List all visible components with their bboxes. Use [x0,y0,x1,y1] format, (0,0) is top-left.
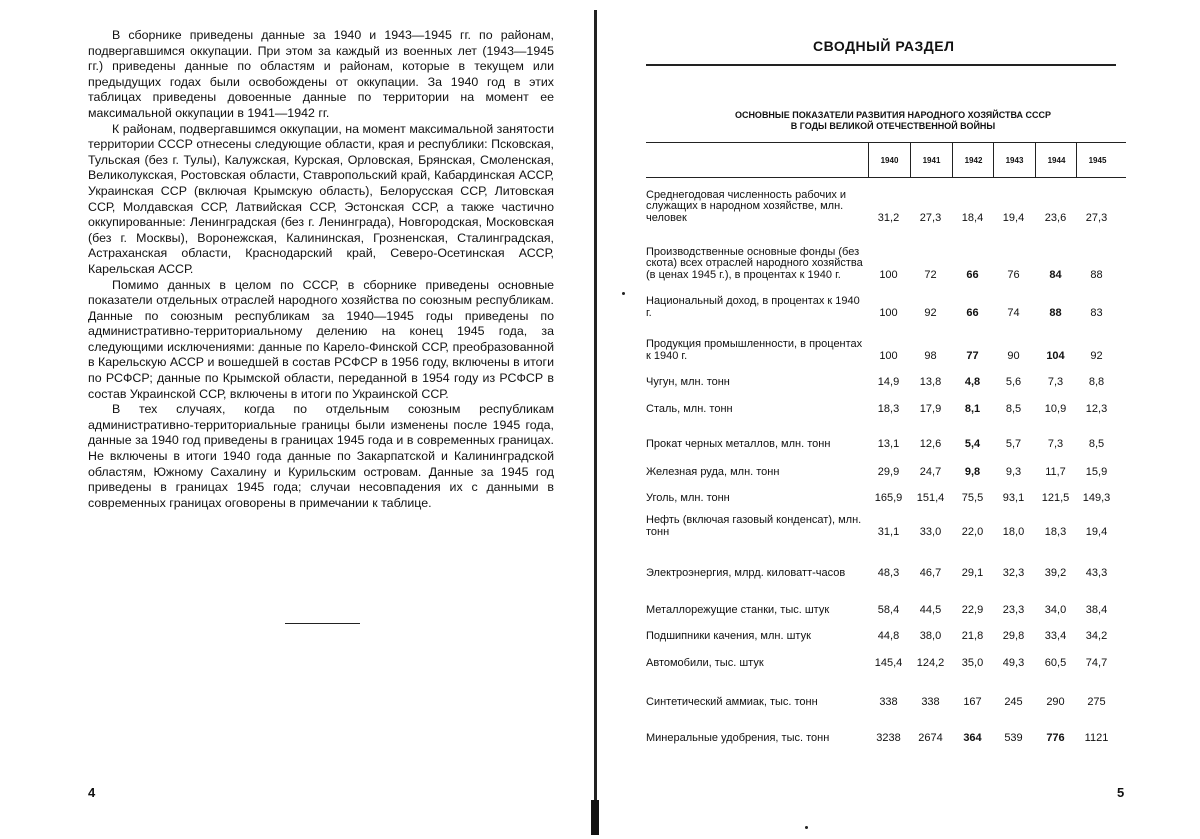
table-row [646,188,1126,224]
table-cell: 22,0 [961,525,984,538]
table-cell: 33,4 [1044,629,1067,642]
table-cell: 31,1 [877,525,900,538]
table-row [646,340,1126,362]
table-cell: 88 [1049,306,1062,319]
print-speck [622,292,625,295]
table-cell: 104 [1046,349,1065,362]
table-cell: 11,7 [1045,465,1066,478]
table-cell: 98 [924,349,937,362]
table-cell: 121,5 [1041,491,1070,504]
table-cell: 74 [1007,306,1020,319]
left-page [0,0,595,839]
right-page [598,0,1200,839]
table-cell: 165,9 [874,491,903,504]
table-cell: 338 [921,695,940,708]
table-cell: 58,4 [877,603,900,616]
table-header [646,142,1126,178]
table-cell: 43,3 [1085,566,1108,579]
table-cell: 5,7 [1005,437,1022,450]
table-row [646,403,1126,415]
year-header: 1940 [868,143,910,177]
table-cell: 338 [879,695,898,708]
table-cell: 76 [1007,268,1020,281]
row-label: Подшипники качения, млн. штук [646,629,811,642]
print-speck [805,826,808,829]
table-cell: 27,3 [1085,211,1108,224]
table-title-line: В ГОДЫ ВЕЛИКОЙ ОТЕЧЕСТВЕННОЙ ВОЙНЫ [790,121,996,131]
table-cell: 8,1 [964,402,981,415]
table-cell: 8,5 [1088,437,1105,450]
table-row [646,557,1126,579]
table-cell: 74,7 [1085,656,1108,669]
table-cell: 9,3 [1005,465,1022,478]
table-cell: 38,4 [1085,603,1108,616]
table-row [646,722,1126,744]
table-cell: 5,4 [964,437,981,450]
table-cell: 92 [1090,349,1103,362]
table-cell: 9,8 [964,465,981,478]
row-label: Автомобили, тыс. штук [646,656,764,669]
table-cell: 29,8 [1002,629,1025,642]
table-cell: 75,5 [961,491,984,504]
book-spine [594,10,597,830]
table-row [646,630,1126,642]
table-cell: 5,6 [1005,375,1022,388]
table-cell: 18,4 [961,211,984,224]
row-label: Производственные основные фонды (без скота) всех отраслей народного хозяйства (в ценах 1945 г.), в процентах к 1940 г. [646,245,863,281]
title-rule [646,64,1116,66]
table-cell: 18,0 [1002,525,1025,538]
table-cell: 7,3 [1047,437,1064,450]
year-header: 1941 [910,143,952,177]
table-cell: 38,0 [919,629,942,642]
table-cell: 17,9 [919,402,942,415]
table-cell: 539 [1004,731,1023,744]
table-cell: 19,4 [1085,525,1108,538]
page-number-left: 4 [88,785,96,800]
page-number-right: 5 [1117,785,1125,800]
table-cell: 93,1 [1002,491,1025,504]
table-row [646,492,1126,504]
table-title-line: ОСНОВНЫЕ ПОКАЗАТЕЛИ РАЗВИТИЯ НАРОДНОГО ХОЗЯЙСТВА СССР [734,110,1052,120]
row-label: Прокат черных металлов, млн. тонн [646,437,831,450]
row-label: Нефть (включая газовый конденсат), млн. тонн [646,514,862,538]
table-cell: 4,8 [964,375,981,388]
row-label: Железная руда, млн. тонн [646,465,780,478]
table-cell: 48,3 [877,566,900,579]
year-header: 1944 [1035,143,1077,177]
table-cell: 1121 [1084,731,1109,744]
table-cell: 21,8 [961,629,984,642]
table-cell: 44,8 [877,629,900,642]
table-cell: 77 [966,349,979,362]
table-cell: 72 [924,268,937,281]
table-cell: 12,3 [1085,402,1108,415]
table-cell: 7,3 [1047,375,1064,388]
row-label: Продукция промышленности, в процентах к 1940 г. [646,338,863,362]
table-cell: 100 [879,268,898,281]
table-row [646,297,1126,319]
table-cell: 24,7 [919,465,942,478]
table-cell: 35,0 [961,656,984,669]
table-cell: 8,8 [1088,375,1105,388]
table-cell: 49,3 [1002,656,1025,669]
table-cell: 149,3 [1082,491,1111,504]
table-cell: 275 [1087,695,1106,708]
paragraph: В сборнике приведены данные за 1940 и 1943—1945 гг. по районам, подвергавшимся оккупации. При этом за каждый из военных лет (1943—1945 гг.) приведены данные по областям и районам, которые в текущем или предыдущих годах были освобождены от оккупации. За 1940 год в этих таблицах приведены довоенные данные по территории на момент ее максимальной оккупации в 1941—1942 гг. [88,28,554,120]
year-header: 1942 [952,143,994,177]
section-title: СВОДНЫЙ РАЗДЕЛ [813,38,955,54]
table-cell: 14,9 [877,375,900,388]
row-label: Среднегодовая численность рабочих и служащих в народном хозяйстве, млн. человек [646,188,847,224]
table-cell: 145,4 [874,656,903,669]
table-cell: 8,5 [1005,402,1022,415]
table-cell: 22,9 [961,603,984,616]
table-cell: 66 [966,306,979,319]
table-cell: 18,3 [1044,525,1067,538]
table-row [646,466,1126,478]
table-cell: 34,0 [1044,603,1067,616]
table-cell: 44,5 [919,603,942,616]
table-row [646,657,1126,669]
paragraph: Помимо данных в целом по СССР, в сборнике приведены основные показатели отдельных отраслей народного хозяйства по союзным республикам. Данные по союзным республикам за 1940—1945 годы приведены по административно-территориальному делению на конец 1945 года, за следующими исключениями: данные по Карело-Финской ССР, преобразованной в Карельскую АССР и вошедшей в состав РСФСР в 1956 году, включены в итоги по РСФСР; данные по Крымской области, переданной в 1954 году из РСФСР в состав Украинской ССР, включены в итоги по Украинской ССР. [88,277,554,401]
table-cell: 13,1 [877,437,900,450]
row-label: Чугун, млн. тонн [646,375,730,388]
year-header: 1945 [1076,143,1118,177]
table-cell: 31,2 [877,211,900,224]
table-cell: 90 [1007,349,1020,362]
row-label: Металлорежущие станки, тыс. штук [646,603,830,616]
table-cell: 27,3 [919,211,942,224]
section-divider [285,623,360,624]
table-cell: 32,3 [1002,566,1025,579]
table-cell: 776 [1046,731,1065,744]
indicators-table [646,142,1126,744]
table-cell: 245 [1004,695,1023,708]
row-label: Уголь, млн. тонн [646,491,730,504]
table-cell: 84 [1049,268,1062,281]
table-cell: 151,4 [916,491,945,504]
table-cell: 19,4 [1002,211,1025,224]
table-row [646,594,1126,616]
table-cell: 29,1 [961,566,984,579]
table-cell: 18,3 [877,402,900,415]
paragraph: В тех случаях, когда по отдельным союзным республикам административно-территориальные границы были изменены после 1945 года, данные за 1940 год приведены в границах 1945 года и в современных границах. Не включены в итоги 1940 года данные по Закарпатской и Калининградской областям, Южному Сахалину и Курильским островам. Данные за 1945 год приведены в границах 1945 года; случаи несовпадения их с данными в современных границах оговорены в примечании к таблице. [88,402,554,510]
year-header: 1943 [993,143,1035,177]
table-cell: 12,6 [919,437,942,450]
row-label: Национальный доход, в процентах к 1940 г. [646,295,860,319]
table-cell: 100 [879,306,898,319]
table-cell: 364 [963,731,982,744]
row-label: Минеральные удобрения, тыс. тонн [646,731,830,744]
table-row [646,231,1126,281]
row-label: Электроэнергия, млрд. киловатт-часов [646,566,846,579]
table-cell: 290 [1046,695,1065,708]
table-cell: 46,7 [919,566,942,579]
table-row [646,516,1126,538]
table-cell: 60,5 [1044,656,1067,669]
table-cell: 33,0 [919,525,942,538]
table-cell: 100 [879,349,898,362]
table-cell: 39,2 [1044,566,1067,579]
table-row [646,686,1126,708]
row-label: Сталь, млн. тонн [646,402,733,415]
table-cell: 13,8 [919,375,942,388]
preface-text [88,28,554,511]
table-row [646,376,1126,388]
table-cell: 23,3 [1002,603,1025,616]
table-cell: 23,6 [1044,211,1067,224]
table-cell: 88 [1090,268,1103,281]
table-cell: 2674 [918,731,943,744]
table-cell: 29,9 [877,465,900,478]
table-cell: 83 [1090,306,1103,319]
table-row [646,428,1126,450]
table-cell: 66 [966,268,979,281]
table-cell: 167 [963,695,982,708]
paragraph: К районам, подвергавшимся оккупации, на момент максимальной занятости территории СССР отнесены следующие области, края и республики: Псковская, Тульская (без г. Тулы), Калужская, Курская, Орловская, Брянская, Смоленская, Великолукская, Ростовская области, Ставропольский край, Кабардинская АССР, Украинская ССР (включая Крымскую область), Белорусская ССР, Литовская ССР, Молдавская ССР, Латвийская ССР, Эстонская ССР, а также частично оккупированные: Ленинградская (без г. Ленинграда), Новгородская, Московская (без г. Москвы), Воронежская, Калининская, Грозненская, Сталинградская, Астраханская области, Краснодарский край, Северо-Осетинская АССР, Карельская АССР. [88,121,554,276]
table-cell: 34,2 [1085,629,1108,642]
table-cell: 92 [924,306,937,319]
table-cell: 10,9 [1044,402,1067,415]
table-title [668,110,1118,132]
table-cell: 3238 [876,731,901,744]
table-cell: 15,9 [1085,465,1108,478]
table-cell: 124,2 [916,656,945,669]
row-label: Синтетический аммиак, тыс. тонн [646,695,818,708]
